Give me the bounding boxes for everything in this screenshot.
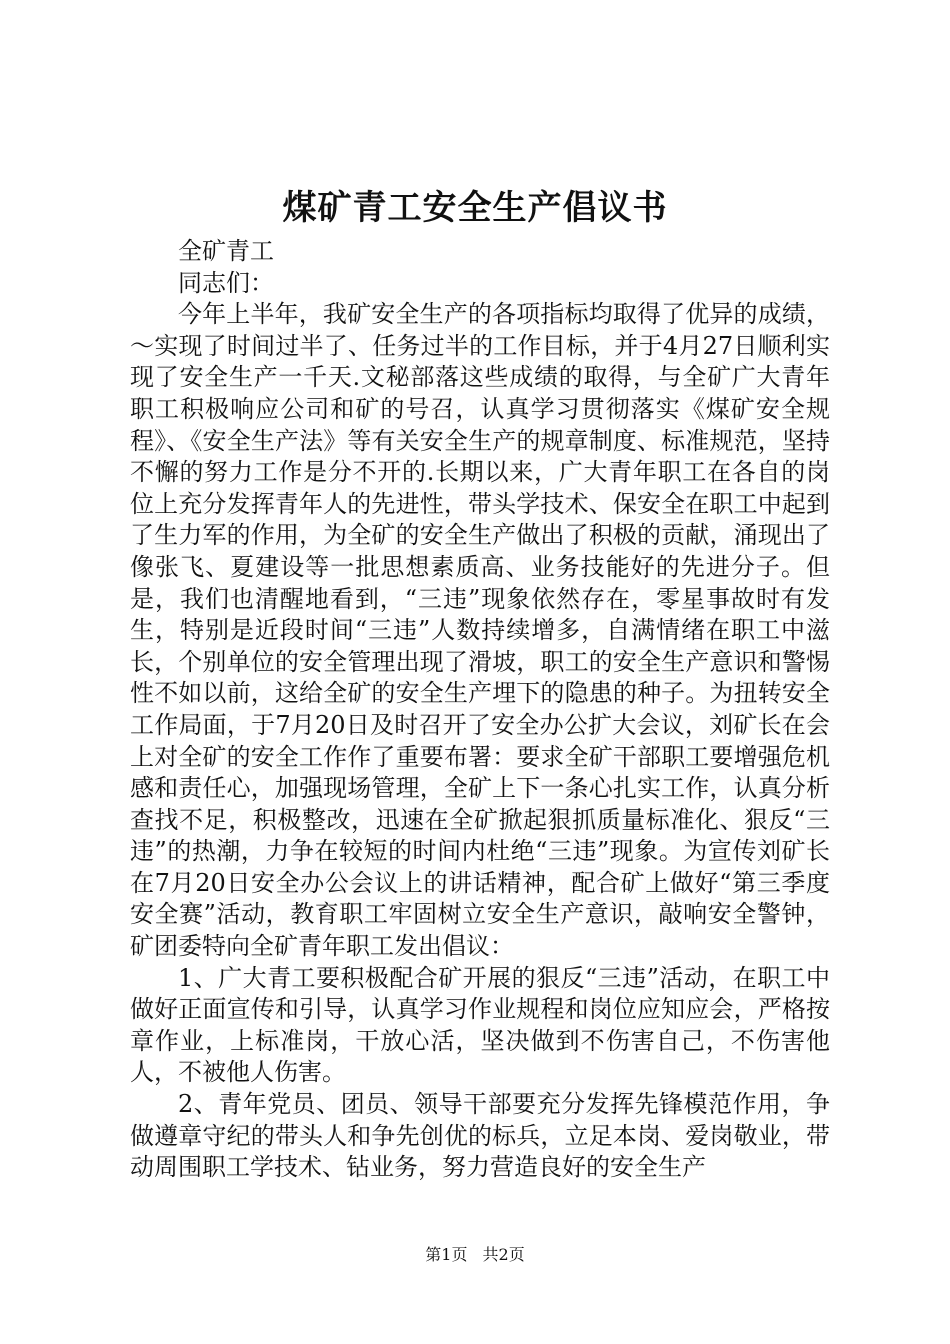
page-number: 第1页 <box>425 1245 468 1264</box>
document-body <box>130 236 830 1184</box>
paragraph-2: 1、广大青工要积极配合矿开展的狠反“三违”活动，在职工中做好正面宣传和引导，认真学习作业规程和岗位应知应会，严格按章作业，上标准岗，干放心活，坚决做到不伤害自己，不伤害他人，不被他人伤害。 <box>130 963 830 1087</box>
salutation-line-2: 同志们： <box>178 268 274 297</box>
paragraph-3: 2、青年党员、团员、领导干部要充分发挥先锋模范作用，争做遵章守纪的带头人和争先创优的标兵，立足本岗、爱岗敬业，带动周围职工学技术、钻业务，努力营造良好的安全生产 <box>130 1090 830 1182</box>
page-footer <box>0 1244 950 1266</box>
document-title: 煤矿青工安全生产倡议书 <box>282 188 668 228</box>
paragraph-1: 今年上半年，我矿安全生产的各项指标均取得了优异的成绩，～实现了时间过半了、任务过半的工作目标，并于4月27日顺利实现了安全生产一千天.文秘部落这些成绩的取得，与全矿广大青年职工积极响应公司和矿的号召，认真学习贯彻落实《煤矿安全规程》、《安全生产法》等有关安全生产的规章制度、标准规范，坚持不懈的努力工作是分不开的.长期以来，广大青年职工在各自的岗位上充分发挥青年人的先进性，带头学技术、保安全在职工中起到了生力军的作用，为全矿的安全生产做出了积极的贡献，涌现出了像张飞、夏建设等一批思想素质高、业务技能好的先进分子。但是，我们也清醒地看到，“三违”现象依然存在，零星事故时有发生，特别是近段时间“三违”人数持续增多，自满情绪在职工中滋长，个别单位的安全管理出现了滑坡，职工的安全生产意识和警惕性不如以前，这给全矿的安全生产埋下的隐患的种子。为扭转安全工作局面，于7月20日及时召开了安全办公扩大会议，刘矿长在会上对全矿的安全工作作了重要布署：要求全矿干部职工要增强危机感和责任心，加强现场管理，全矿上下一条心扎实工作，认真分析查找不足，积极整改，迅速在全矿掀起狠抓质量标准化、狠反“三违”的热潮，力争在较短的时间内杜绝“三违”现象。为宣传刘矿长在7月20日安全办公会议上的讲话精神，配合矿上做好“第三季度安全赛”活动，教育职工牢固树立安全生产意识，敲响安全警钟，矿团委特向全矿青年职工发出倡议： <box>130 300 830 961</box>
salutation-line-1: 全矿青工 <box>178 237 274 265</box>
page-total: 共2页 <box>482 1245 525 1264</box>
